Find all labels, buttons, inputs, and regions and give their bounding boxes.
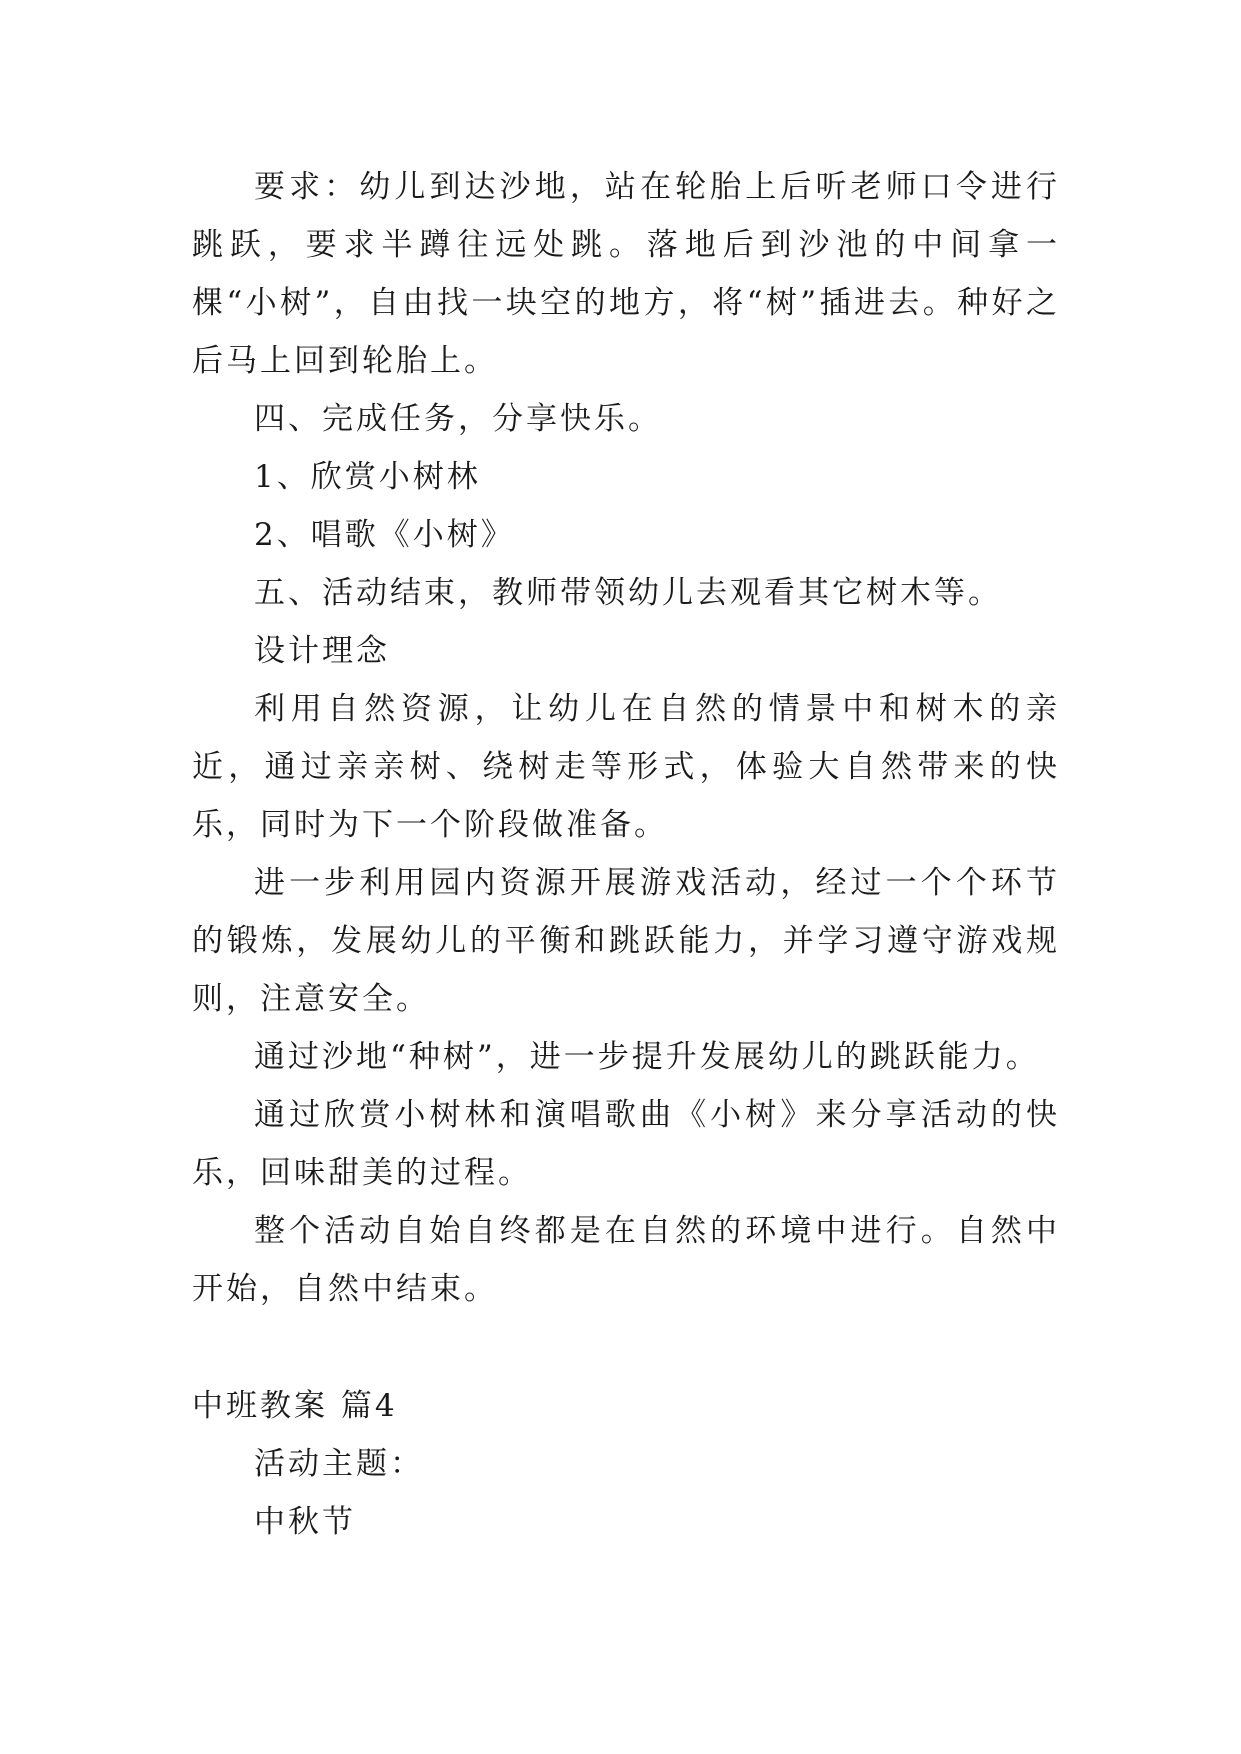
paragraph-item-2: 2、唱歌《小树》	[254, 517, 515, 553]
section-item-theme-value: 中秋节	[254, 1504, 356, 1540]
paragraph-concept-2: 进一步利用园内资源开展游戏活动，经过一个个环节的锻炼，发展幼儿的平衡和跳跃能力，并学习遵守游戏规则，注意安全。	[192, 865, 1060, 1017]
paragraph-step-five: 五、活动结束，教师带领幼儿去观看其它树木等。	[254, 575, 1002, 611]
paragraph-requirements: 要求：幼儿到达沙地，站在轮胎上后听老师口令进行跳跃，要求半蹲往远处跳。落地后到沙池的中间拿一棵“小树”，自由找一块空的地方，将“树”插进去。种好之后马上回到轮胎上。	[192, 169, 1060, 379]
paragraph-design-concept-title: 设计理念	[254, 633, 390, 669]
paragraph-concept-1: 利用自然资源，让幼儿在自然的情景中和树木的亲近，通过亲亲树、绕树走等形式，体验大自然带来的快乐，同时为下一个阶段做准备。	[192, 691, 1060, 843]
paragraph-concept-3: 通过沙地“种树”，进一步提升发展幼儿的跳跃能力。	[254, 1039, 1040, 1075]
paragraph-step-four: 四、完成任务，分享快乐。	[254, 401, 662, 437]
section-item-theme-label: 活动主题：	[254, 1446, 424, 1482]
paragraph-item-1: 1、欣赏小树林	[254, 459, 481, 495]
section-heading: 中班教案 篇4	[192, 1388, 398, 1424]
document-body	[192, 158, 1060, 1551]
paragraph-concept-4: 通过欣赏小树林和演唱歌曲《小树》来分享活动的快乐，回味甜美的过程。	[192, 1097, 1060, 1191]
paragraph-concept-5: 整个活动自始自终都是在自然的环境中进行。自然中开始，自然中结束。	[192, 1213, 1060, 1307]
